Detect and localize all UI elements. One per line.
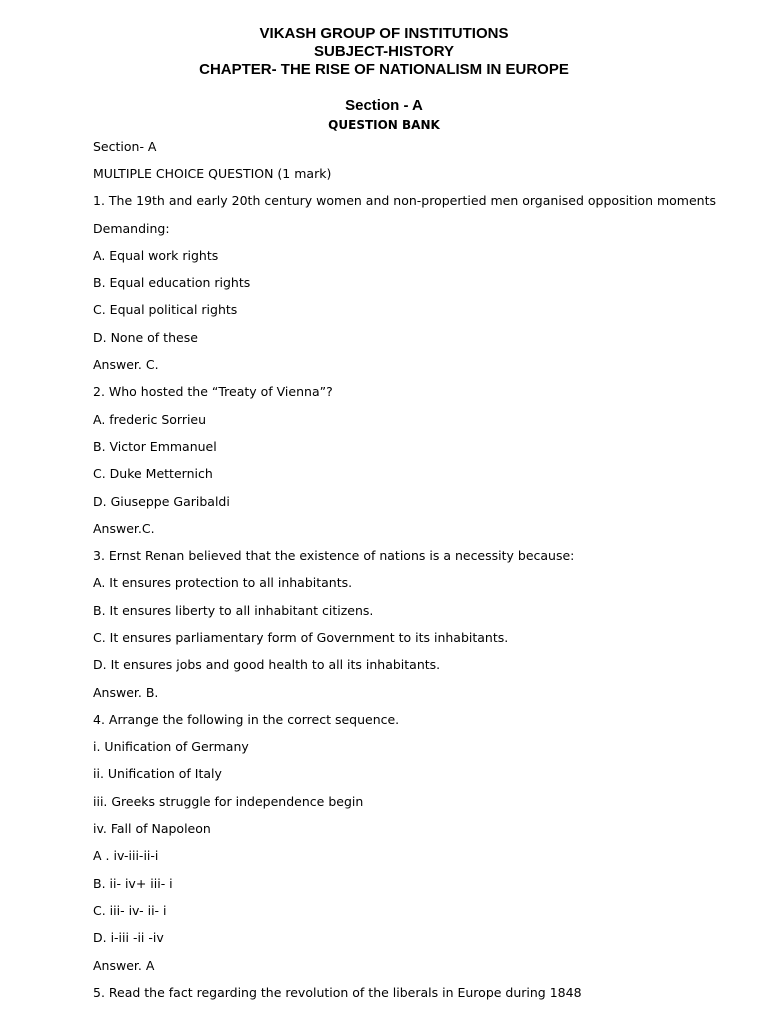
question-text: 4. Arrange the following in the correct sequence. xyxy=(93,711,400,727)
list-item: iv. Fall of Napoleon xyxy=(93,821,211,837)
option-text: C. iii- iv- ii- i xyxy=(93,902,167,918)
answer-text: Answer.C. xyxy=(93,520,155,536)
section-heading: Section - A xyxy=(345,97,423,114)
question-bank-heading: QUESTION BANK xyxy=(328,118,440,132)
list-item: ii. Unification of Italy xyxy=(93,766,222,782)
institution-title: VIKASH GROUP OF INSTITUTIONS xyxy=(259,25,509,42)
option-text: B. It ensures liberty to all inhabitant citizens. xyxy=(93,602,374,618)
option-text: A. frederic Sorrieu xyxy=(93,411,207,427)
option-text: D. It ensures jobs and good health to all its inhabitants. xyxy=(93,657,441,673)
option-text: C. It ensures parliamentary form of Government to its inhabitants. xyxy=(93,629,509,645)
question-text: 1. The 19th and early 20th century women and non-propertied men organised opposition moments xyxy=(93,193,717,209)
option-text: B. Equal education rights xyxy=(93,275,251,291)
option-text: C. Duke Metternich xyxy=(93,466,213,482)
list-item: iii. Greeks struggle for independence begin xyxy=(93,793,364,809)
option-text: A. Equal work rights xyxy=(93,247,219,263)
question-text: 2. Who hosted the “Treaty of Vienna”? xyxy=(93,384,333,400)
option-text: A. It ensures protection to all inhabitants. xyxy=(93,575,353,591)
option-text: D. i-iii -ii -iv xyxy=(93,930,164,946)
chapter-title: CHAPTER- THE RISE OF NATIONALISM IN EUROPE xyxy=(199,61,569,78)
question-text: 3. Ernst Renan believed that the existence of nations is a necessity because: xyxy=(93,548,575,564)
text-line: MULTIPLE CHOICE QUESTION (1 mark) xyxy=(93,165,332,181)
option-text: D. None of these xyxy=(93,329,198,345)
option-text: A . iv-iii-ii-i xyxy=(93,848,159,864)
answer-text: Answer. B. xyxy=(93,684,159,700)
question-list xyxy=(93,133,733,1007)
subject-title: SUBJECT-HISTORY xyxy=(313,43,455,60)
answer-text: Answer. C. xyxy=(93,357,159,373)
option-text: D. Giuseppe Garibaldi xyxy=(93,493,230,509)
list-item: i. Unification of Germany xyxy=(93,739,249,755)
answer-text: Answer. A xyxy=(93,957,155,973)
text-line: Demanding: xyxy=(93,220,170,236)
option-text: C. Equal political rights xyxy=(93,302,238,318)
document-header xyxy=(0,25,768,79)
question-text: 5. Read the fact regarding the revolution of the liberals in Europe during 1848 xyxy=(93,984,582,1000)
option-text: B. ii- iv+ iii- i xyxy=(93,875,173,891)
option-text: B. Victor Emmanuel xyxy=(93,438,217,454)
text-line: Section- A xyxy=(93,138,157,154)
